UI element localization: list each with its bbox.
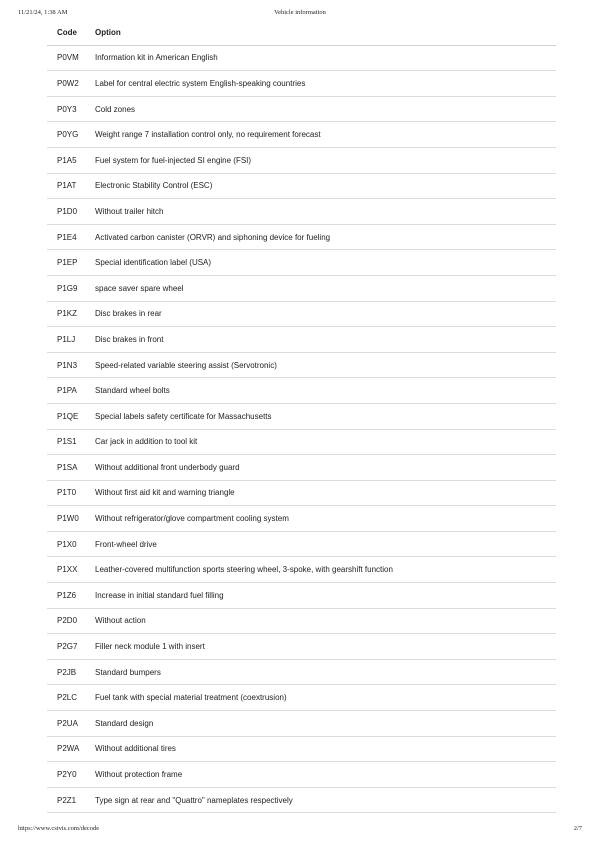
table-row [47, 224, 556, 250]
vehicle-options-table [47, 20, 556, 813]
option-code: P1E4 [47, 224, 95, 250]
option-code: P1D0 [47, 199, 95, 225]
page-url: https://www.cstvis.com/decode [18, 825, 100, 832]
option-code: P1A5 [47, 147, 95, 173]
option-description: Filler neck module 1 with insert [95, 634, 556, 660]
table-row [47, 583, 556, 609]
table-row [47, 352, 556, 378]
option-code: P1PA [47, 378, 95, 404]
option-description: Special identification label (USA) [95, 250, 556, 276]
option-code: P1EP [47, 250, 95, 276]
option-description: Electronic Stability Control (ESC) [95, 173, 556, 199]
table-row [47, 608, 556, 634]
option-code: P2Z1 [47, 787, 95, 813]
option-description: Without action [95, 608, 556, 634]
table-row [47, 122, 556, 148]
table-row [47, 762, 556, 788]
table-row [47, 301, 556, 327]
option-code: P2D0 [47, 608, 95, 634]
option-code: P1Z6 [47, 583, 95, 609]
table-header-row [47, 20, 556, 45]
option-code: P1W0 [47, 506, 95, 532]
option-code: P1N3 [47, 352, 95, 378]
table-row [47, 736, 556, 762]
option-code: P1LJ [47, 327, 95, 353]
print-date: 11/21/24, 1:38 AM [18, 9, 68, 16]
table-row [47, 378, 556, 404]
table-row [47, 71, 556, 97]
option-code: P1XX [47, 557, 95, 583]
option-code: P1T0 [47, 480, 95, 506]
table-body [47, 45, 556, 813]
table-row [47, 480, 556, 506]
option-code: P2LC [47, 685, 95, 711]
option-description: Increase in initial standard fuel filling [95, 583, 556, 609]
option-description: Without additional front underbody guard [95, 455, 556, 481]
table-row [47, 455, 556, 481]
option-description: Standard bumpers [95, 659, 556, 685]
option-description: Special labels safety certificate for Massachusetts [95, 403, 556, 429]
table-row [47, 45, 556, 71]
option-code: P2Y0 [47, 762, 95, 788]
option-description: Car jack in addition to tool kit [95, 429, 556, 455]
option-description: Front-wheel drive [95, 531, 556, 557]
option-code: P1QE [47, 403, 95, 429]
option-description: Leather-covered multifunction sports steering wheel, 3-spoke, with gearshift function [95, 557, 556, 583]
table-row [47, 531, 556, 557]
option-description: Type sign at rear and "Quattro" nameplates respectively [95, 787, 556, 813]
option-description: Information kit in American English [95, 45, 556, 71]
page-number: 2/7 [573, 825, 582, 832]
option-code: P2UA [47, 711, 95, 737]
option-code: P1G9 [47, 275, 95, 301]
table-row [47, 557, 556, 583]
option-description: Standard design [95, 711, 556, 737]
option-description: Without refrigerator/glove compartment cooling system [95, 506, 556, 532]
table-row [47, 250, 556, 276]
table-row [47, 659, 556, 685]
option-description: Cold zones [95, 96, 556, 122]
option-code: P2JB [47, 659, 95, 685]
option-description: Without first aid kit and warning triangle [95, 480, 556, 506]
option-code: P2WA [47, 736, 95, 762]
option-code: P2G7 [47, 634, 95, 660]
option-description: Fuel tank with special material treatment (coextrusion) [95, 685, 556, 711]
table-row [47, 147, 556, 173]
table-row [47, 275, 556, 301]
column-header-option: Option [95, 20, 556, 45]
option-code: P1S1 [47, 429, 95, 455]
option-description: Standard wheel bolts [95, 378, 556, 404]
table-row [47, 96, 556, 122]
option-description: Without protection frame [95, 762, 556, 788]
option-description: space saver spare wheel [95, 275, 556, 301]
table-row [47, 685, 556, 711]
option-code: P0YG [47, 122, 95, 148]
table-row [47, 506, 556, 532]
option-description: Fuel system for fuel-injected SI engine (FSI) [95, 147, 556, 173]
option-code: P0W2 [47, 71, 95, 97]
table-row [47, 327, 556, 353]
option-description: Activated carbon canister (ORVR) and siphoning device for fueling [95, 224, 556, 250]
option-description: Label for central electric system English-speaking countries [95, 71, 556, 97]
table-row [47, 199, 556, 225]
table-row [47, 711, 556, 737]
table-row [47, 429, 556, 455]
table-row [47, 403, 556, 429]
table-row [47, 173, 556, 199]
option-code: P1X0 [47, 531, 95, 557]
column-header-code: Code [47, 20, 95, 45]
table-row [47, 787, 556, 813]
option-code: P1SA [47, 455, 95, 481]
option-description: Without additional tires [95, 736, 556, 762]
option-description: Disc brakes in front [95, 327, 556, 353]
option-code: P1KZ [47, 301, 95, 327]
option-description: Without trailer hitch [95, 199, 556, 225]
option-code: P0VM [47, 45, 95, 71]
option-description: Speed-related variable steering assist (Servotronic) [95, 352, 556, 378]
print-footer [18, 825, 582, 835]
document-title: Vehicle information [274, 9, 326, 16]
option-description: Weight range 7 installation control only, no requirement forecast [95, 122, 556, 148]
option-description: Disc brakes in rear [95, 301, 556, 327]
option-code: P1AT [47, 173, 95, 199]
option-code: P0Y3 [47, 96, 95, 122]
table-row [47, 634, 556, 660]
